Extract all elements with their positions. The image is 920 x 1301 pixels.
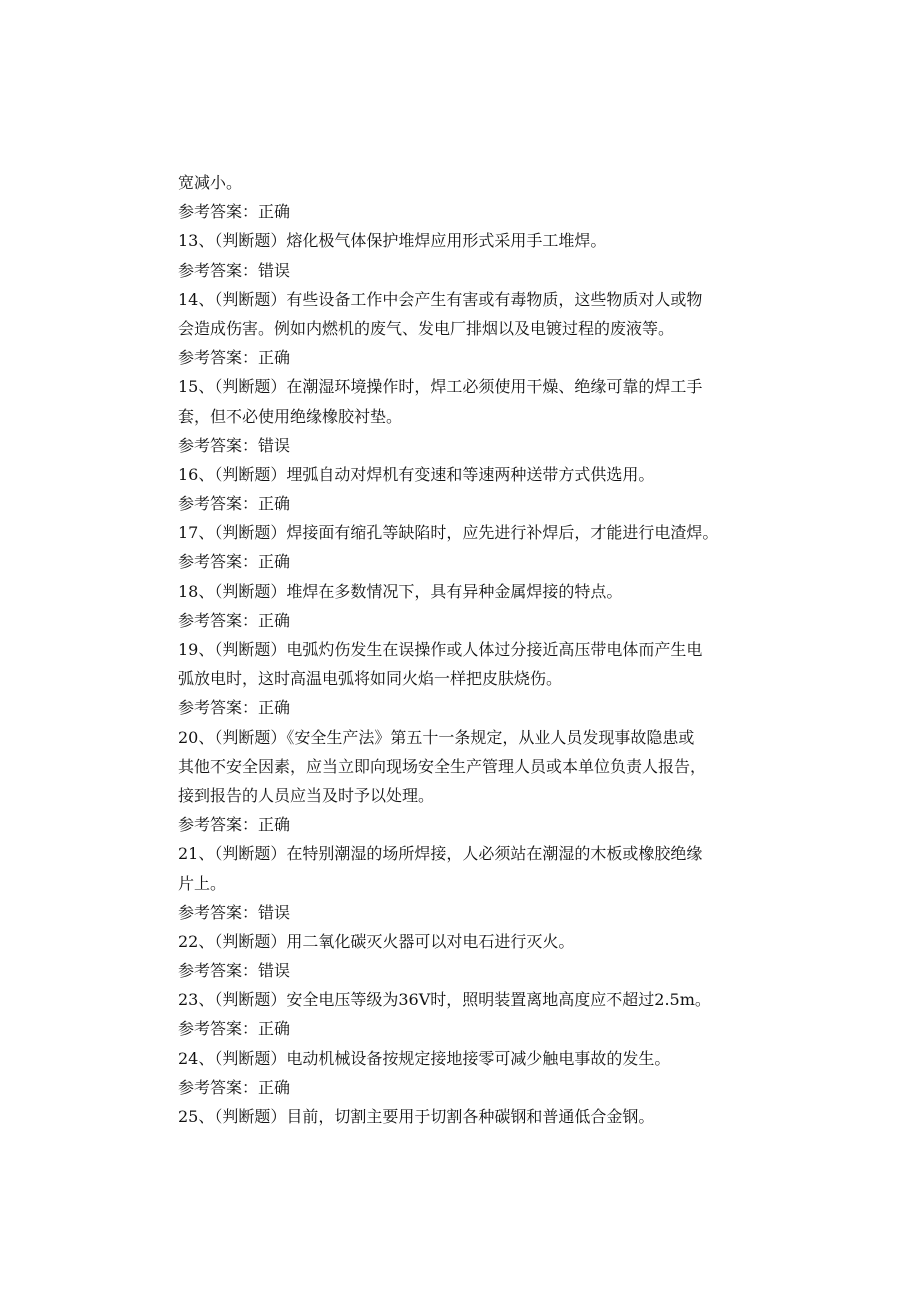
question-line: 20、（判断题）《安全生产法》第五十一条规定，从业人员发现事故隐患或 xyxy=(178,727,695,747)
question-line: 14、（判断题）有些设备工作中会产生有害或有毒物质，这些物质对人或物 xyxy=(178,289,703,309)
answer-line: 参考答案：错误 xyxy=(178,902,291,922)
question-list xyxy=(178,168,758,1131)
question-line: 会造成伤害。例如内燃机的废气、发电厂排烟以及电镀过程的废液等。 xyxy=(178,318,675,338)
question-line: 15、（判断题）在潮湿环境操作时，焊工必须使用干燥、绝缘可靠的焊工手 xyxy=(178,377,703,397)
question-line: 25、（判断题）目前，切割主要用于切割各种碳钢和普通低合金钢。 xyxy=(178,1107,655,1126)
answer-line: 参考答案：正确 xyxy=(178,610,291,630)
question-line: 22、（判断题）用二氧化碳灭火器可以对电石进行灭火。 xyxy=(178,931,575,951)
question-line: 23、（判断题）安全电压等级为36V时，照明装置离地高度应不超过2.5m。 xyxy=(178,990,711,1010)
question-line: 其他不安全因素，应当立即向现场安全生产管理人员或本单位负责人报告， xyxy=(178,756,707,776)
answer-line: 参考答案：错误 xyxy=(178,961,291,981)
question-line: 片上。 xyxy=(178,873,227,893)
question-line: 24、（判断题）电动机械设备按规定接地接零可减少触电事故的发生。 xyxy=(178,1048,671,1068)
question-line: 接到报告的人员应当及时予以处理。 xyxy=(178,785,435,805)
question-line: 21、（判断题）在特别潮湿的场所焊接，人必须站在潮湿的木板或橡胶绝缘 xyxy=(178,844,703,864)
question-line: 弧放电时，这时高温电弧将如同火焰一样把皮肤烧伤。 xyxy=(178,669,563,689)
question-line: 17、（判断题）焊接面有缩孔等缺陷时，应先进行补焊后，才能进行电渣焊。 xyxy=(178,523,719,543)
answer-line: 参考答案：正确 xyxy=(178,815,291,835)
answer-line: 参考答案：正确 xyxy=(178,552,291,572)
answer-line: 参考答案：错误 xyxy=(178,260,291,280)
answer-line: 参考答案：正确 xyxy=(178,1077,291,1097)
question-line: 16、（判断题）埋弧自动对焊机有变速和等速两种送带方式供选用。 xyxy=(178,464,655,484)
answer-line: 参考答案：正确 xyxy=(178,202,291,222)
answer-line: 参考答案：正确 xyxy=(178,698,291,718)
question-line: 19、（判断题）电弧灼伤发生在误操作或人体过分接近高压带电体而产生电 xyxy=(178,640,703,659)
answer-line: 参考答案：正确 xyxy=(178,348,291,368)
question-line: 18、（判断题）堆焊在多数情况下，具有异种金属焊接的特点。 xyxy=(178,581,623,601)
answer-line: 参考答案：正确 xyxy=(178,1019,291,1039)
question-line: 套，但不必使用绝缘橡胶衬垫。 xyxy=(178,406,403,426)
answer-line: 参考答案：正确 xyxy=(178,494,291,514)
question-line: 13、（判断题）熔化极气体保护堆焊应用形式采用手工堆焊。 xyxy=(178,231,607,251)
answer-line: 参考答案：错误 xyxy=(178,435,291,455)
text-line: 宽减小。 xyxy=(178,173,243,192)
